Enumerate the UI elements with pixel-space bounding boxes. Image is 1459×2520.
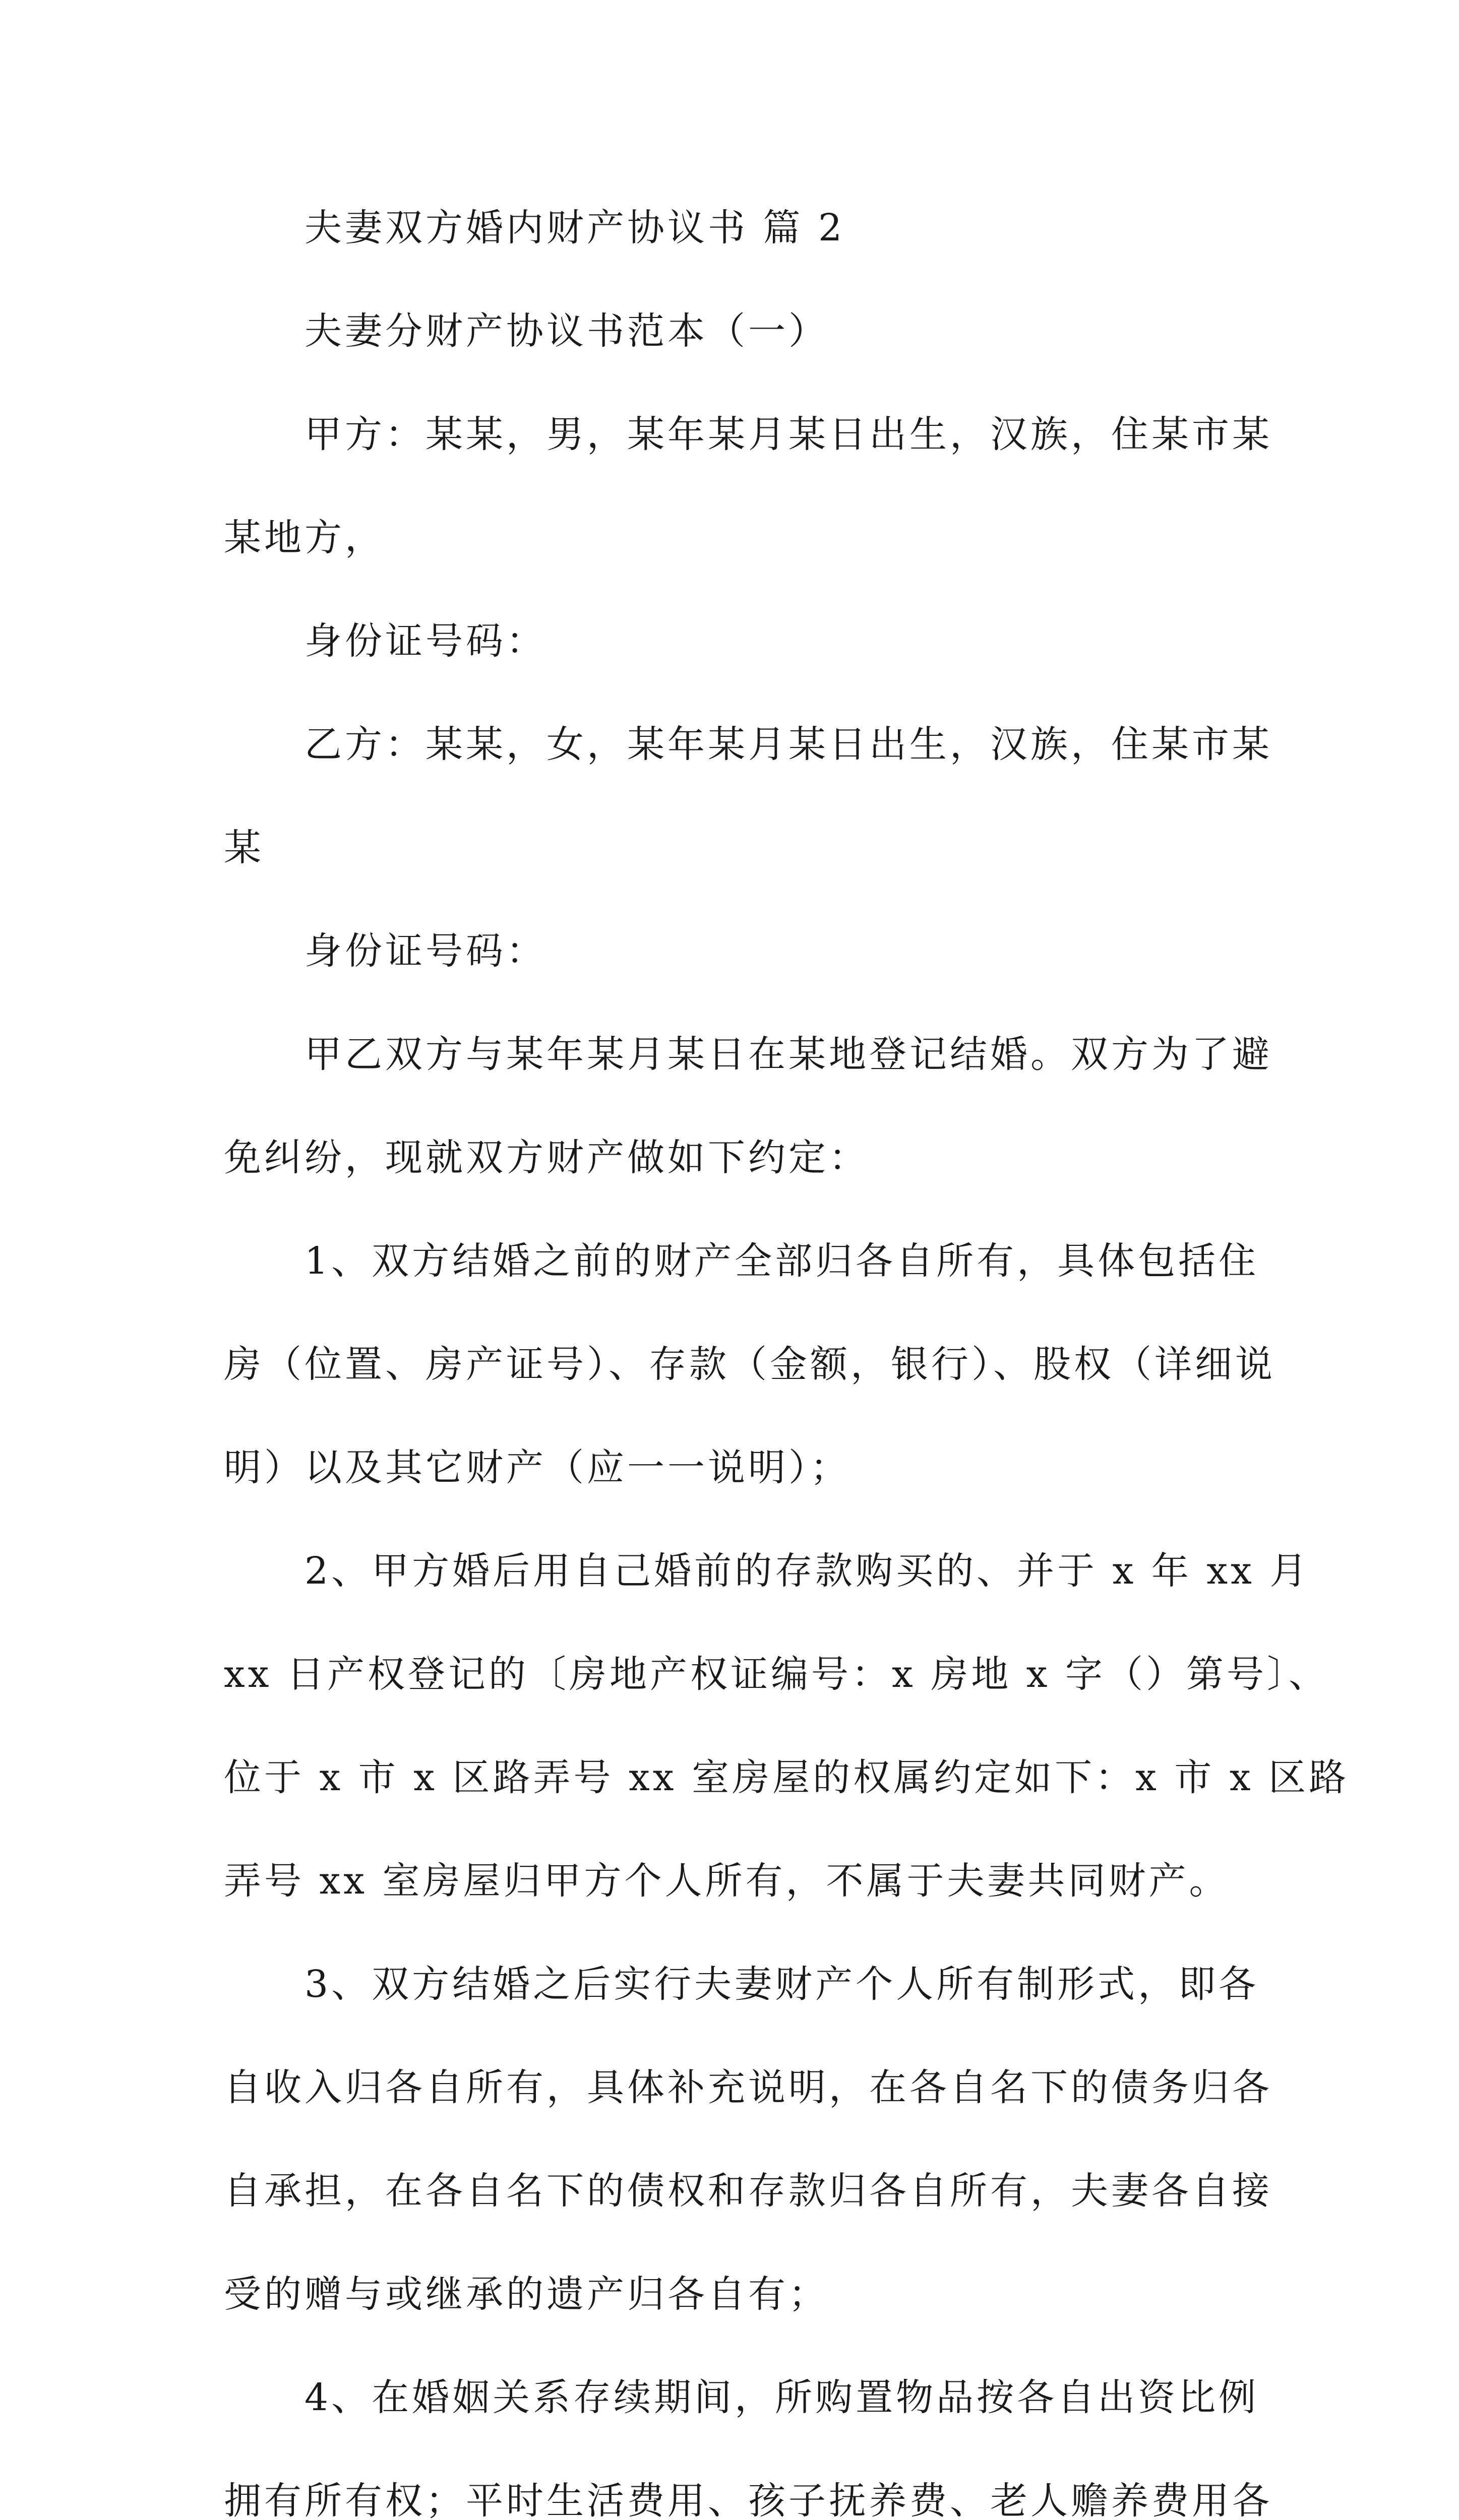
clause-2-line-3: 位于 x 市 x 区路弄号 xx 室房屋的权属约定如下：x 市 x 区路 <box>224 1756 1350 1799</box>
clause-1-line-2: 房（位置、房产证号）、存款（金额，银行）、股权（详细说 <box>224 1343 1275 1386</box>
clause-4-line-2: 拥有所有权；平时生活费用、孩子抚养费、老人赡养费用各 <box>224 2479 1272 2520</box>
clause-1-line-1: 1、双方结婚之前的财产全部归各自所有，具体包括住 <box>305 1239 1259 1283</box>
party-a-id-label: 身份证号码： <box>305 619 546 663</box>
clause-1-line-3: 明）以及其它财产（应一一说明）； <box>224 1446 850 1489</box>
clause-3-line-1: 3、双方结婚之后实行夫妻财产个人所有制形式，即各 <box>305 1963 1259 2006</box>
clause-2-line-1: 2、甲方婚后用自己婚前的存款购买的、并于 x 年 xx 月 <box>305 1549 1310 1593</box>
preamble-line-2: 免纠纷，现就双方财产做如下约定： <box>224 1136 869 1179</box>
party-a-line-2: 某地方， <box>224 516 385 559</box>
clause-2-line-2: xx 日产权登记的〔房地产权证编号：x 房地 x 字（）第号〕、 <box>224 1653 1329 1696</box>
document-subheading: 夫妻分财产协议书范本（一） <box>305 309 829 353</box>
document-body <box>224 176 1350 2520</box>
document-heading: 夫妻双方婚内财产协议书 篇 2 <box>305 206 845 249</box>
clause-4-line-1: 4、在婚姻关系存续期间，所购置物品按各自出资比例 <box>305 2376 1259 2419</box>
party-a-line-1: 甲方：某某，男，某年某月某日出生，汉族，住某市某 <box>305 413 1272 456</box>
clause-3-line-4: 受的赠与或继承的遗产归各自有； <box>224 2273 829 2316</box>
party-b-line-2: 某 <box>224 826 264 869</box>
party-b-id-label: 身份证号码： <box>305 929 546 973</box>
party-b-line-1: 乙方：某某，女，某年某月某日出生，汉族，住某市某 <box>305 723 1272 766</box>
preamble-line-1: 甲乙双方与某年某月某日在某地登记结婚。双方为了避 <box>305 1033 1272 1076</box>
clause-2-line-4: 弄号 xx 室房屋归甲方个人所有，不属于夫妻共同财产。 <box>224 1859 1230 1903</box>
clause-3-line-3: 自承担，在各自名下的债权和存款归各自所有，夫妻各自接 <box>224 2169 1272 2213</box>
clause-3-line-2: 自收入归各自所有，具体补充说明，在各自名下的债务归各 <box>224 2066 1272 2109</box>
